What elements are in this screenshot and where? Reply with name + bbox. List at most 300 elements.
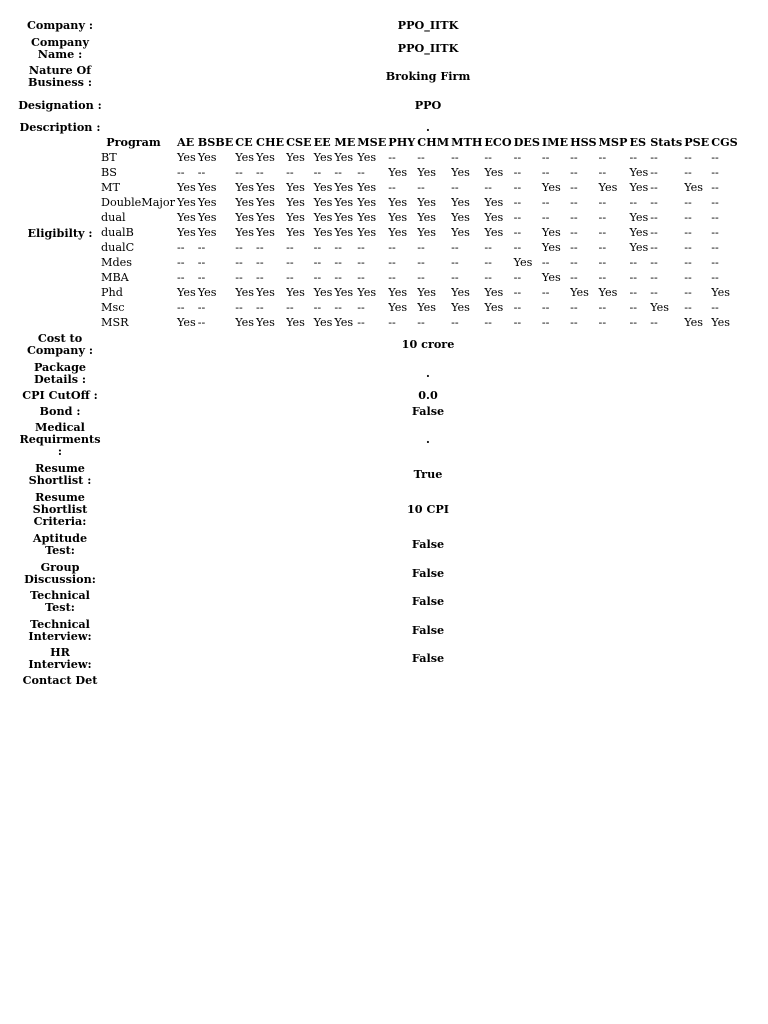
technical-interview-value: False [411, 622, 445, 637]
eligibility-cell-value: Yes [286, 211, 305, 224]
eligibility-cell-value: -- [357, 241, 365, 254]
eligibility-cell-value: Yes [197, 226, 217, 239]
designation-value: PPO [414, 97, 442, 112]
eligibility-cell-value: -- [598, 316, 607, 329]
eligibility-cell-value: Yes [176, 286, 196, 299]
eligibility-cell-value: -- [711, 301, 719, 314]
eligibility-cell-value: -- [451, 151, 459, 164]
branch-column-header: ECO [484, 135, 512, 149]
eligibility-cell-value: Yes [235, 211, 255, 224]
eligibility-cell-value: -- [513, 211, 522, 224]
eligibility-cell-value: -- [313, 241, 322, 254]
eligibility-cell-value: -- [541, 196, 550, 209]
eligibility-cell-value: -- [484, 181, 492, 194]
branch-column-header: Stats [650, 135, 683, 149]
eligibility-cell-value: Yes [176, 211, 196, 224]
eligibility-cell-value: Yes [570, 286, 589, 299]
eligibility-cell-value: -- [629, 301, 637, 314]
eligibility-cell-value: Yes [388, 226, 408, 239]
eligibility-cell-value: -- [650, 166, 658, 179]
eligibility-cell-value: Yes [256, 211, 275, 224]
branch-column-header: MSE [357, 135, 387, 149]
eligibility-cell-value: Yes [484, 211, 504, 224]
eligibility-table [100, 135, 739, 330]
hr-interview-value: False [411, 651, 445, 665]
eligibility-cell-value: Yes [451, 196, 470, 209]
eligibility-cell-value: Yes [313, 181, 333, 194]
cpi-cutoff-label: CPI CutOff : [22, 388, 98, 402]
description-value: . [426, 120, 430, 134]
eligibility-cell-value: Yes [256, 286, 275, 299]
eligibility-cell-value: -- [711, 241, 719, 254]
eligibility-cell-value: -- [357, 256, 365, 269]
eligibility-cell-value: Yes [598, 286, 618, 299]
eligibility-cell-value: -- [256, 241, 264, 254]
eligibility-cell-value: -- [417, 316, 425, 329]
eligibility-cell-value: -- [334, 256, 342, 269]
eligibility-cell-value: Yes [313, 196, 333, 209]
nature-of-business-value: Broking Firm [385, 69, 471, 83]
package-details-label: Package Details : [33, 359, 87, 386]
eligibility-cell-value: -- [484, 241, 492, 254]
eligibility-program-row [100, 285, 739, 300]
resume-criteria-label: Resume Shortlist Criteria: [32, 489, 88, 528]
eligibility-cell-value: -- [313, 166, 322, 179]
program-name: MT [101, 181, 120, 194]
eligibility-cell-value: -- [650, 256, 658, 269]
eligibility-cell-value: -- [650, 271, 658, 284]
company-name-row [18, 34, 754, 62]
eligibility-cell-value: Yes [357, 286, 377, 299]
eligibility-cell-value: Yes [313, 226, 333, 239]
eligibility-cell-value: -- [388, 151, 396, 164]
resume-shortlist-value: True [413, 466, 443, 481]
eligibility-cell-value: -- [388, 181, 396, 194]
eligibility-cell-value: Yes [286, 181, 305, 194]
eligibility-cell-value: Yes [334, 196, 354, 209]
eligibility-cell-value: -- [513, 151, 522, 164]
eligibility-cell-value: Yes [417, 166, 437, 179]
eligibility-cell-value: -- [684, 241, 692, 254]
eligibility-cell-value: -- [570, 256, 578, 269]
eligibility-cell-value: -- [513, 316, 522, 329]
eligibility-program-row [100, 165, 739, 180]
eligibility-cell-value: Yes [286, 316, 305, 329]
eligibility-program-row [100, 195, 739, 210]
description-label: Description : [19, 120, 101, 134]
eligibility-cell-value: Yes [357, 226, 377, 239]
eligibility-cell-value: -- [684, 286, 692, 299]
bond-label: Bond : [39, 404, 81, 418]
eligibility-cell-value: -- [570, 196, 578, 209]
eligibility-cell-value: -- [650, 211, 658, 224]
medical-label: Medical Requirments : [19, 420, 101, 458]
eligibility-cell-value: -- [570, 211, 578, 224]
eligibility-cell-value: Yes [513, 256, 533, 269]
aptitude-label: Aptitude Test: [32, 530, 88, 557]
resume-shortlist-label: Resume Shortlist : [28, 460, 92, 487]
eligibility-cell-value: -- [513, 166, 522, 179]
branch-column-header: MSP [598, 135, 628, 149]
eligibility-cell-value: Yes [388, 166, 408, 179]
eligibility-cell-value: -- [313, 301, 322, 314]
eligibility-cell-value: -- [629, 151, 637, 164]
program-name: dualB [101, 226, 134, 239]
eligibility-cell-value: Yes [235, 181, 255, 194]
eligibility-cell-value: Yes [334, 211, 354, 224]
branch-column-header: AE [176, 135, 195, 149]
program-name: Msc [101, 301, 125, 314]
eligibility-cell-value: -- [256, 256, 264, 269]
eligibility-cell-value: Yes [388, 196, 408, 209]
program-name: Phd [101, 286, 123, 299]
eligibility-cell-value: -- [629, 316, 637, 329]
eligibility-program-row [100, 150, 739, 165]
eligibility-cell-value: -- [235, 271, 243, 284]
resume-criteria-value: 10 CPI [406, 501, 449, 516]
eligibility-cell-value: Yes [286, 151, 305, 164]
eligibility-cell-value: -- [598, 151, 607, 164]
eligibility-cell-value: Yes [357, 181, 377, 194]
eligibility-cell-value: -- [570, 301, 578, 314]
eligibility-cell-value: -- [388, 271, 396, 284]
eligibility-program-row [100, 270, 739, 285]
eligibility-cell-value: -- [711, 181, 719, 194]
contact-label: Contact Det [22, 673, 98, 687]
medical-value: . [426, 432, 430, 446]
eligibility-cell-value: -- [629, 196, 637, 209]
eligibility-cell-value: Yes [197, 196, 217, 209]
eligibility-cell-value: Yes [235, 316, 255, 329]
technical-test-label: Technical Test: [30, 588, 90, 614]
branch-column-header: ES [629, 135, 647, 149]
eligibility-cell-value: Yes [417, 286, 437, 299]
cost-to-company-row [18, 330, 754, 358]
hr-interview-label: HR Interview: [28, 645, 92, 671]
eligibility-cell-value: Yes [417, 226, 437, 239]
eligibility-cell-value: -- [598, 211, 607, 224]
eligibility-cell-value: -- [513, 271, 522, 284]
eligibility-cell-value: -- [235, 256, 243, 269]
resume-criteria-row [18, 488, 754, 529]
eligibility-cell-value: Yes [235, 196, 255, 209]
technical-interview-row [18, 615, 754, 644]
program-column-header: Program [106, 135, 161, 149]
branch-column-header: CSE [286, 135, 312, 149]
hr-interview-row [18, 644, 754, 672]
branch-column-header: BSBE [197, 135, 234, 149]
eligibility-cell-value: -- [570, 181, 578, 194]
nature-of-business-row [18, 62, 754, 90]
eligibility-cell-value: -- [684, 151, 692, 164]
eligibility-program-row [100, 225, 739, 240]
eligibility-cell-value: -- [388, 256, 396, 269]
eligibility-cell-value: Yes [286, 196, 305, 209]
program-name: dual [101, 211, 126, 224]
branch-column-header: ME [334, 135, 356, 149]
eligibility-cell-value: -- [598, 196, 607, 209]
eligibility-cell-value: -- [197, 301, 206, 314]
eligibility-cell-value: -- [513, 181, 522, 194]
eligibility-cell-value: -- [235, 241, 243, 254]
eligibility-cell-value: -- [256, 166, 264, 179]
eligibility-cell-value: -- [541, 316, 550, 329]
eligibility-cell-value: Yes [650, 301, 669, 314]
company-name-value: PPO_IITK [397, 41, 459, 55]
eligibility-cell-value: -- [570, 316, 578, 329]
eligibility-label: Eligibilty : [27, 225, 93, 240]
designation-row [18, 90, 754, 119]
eligibility-cell-value: Yes [334, 286, 354, 299]
eligibility-cell-value: -- [197, 316, 206, 329]
eligibility-cell-value: Yes [451, 166, 470, 179]
eligibility-program-row [100, 315, 739, 330]
company-details [18, 16, 754, 688]
eligibility-cell-value: -- [451, 241, 459, 254]
eligibility-cell-value: -- [711, 166, 719, 179]
eligibility-cell-value: Yes [235, 151, 255, 164]
eligibility-cell-value: -- [513, 196, 522, 209]
eligibility-cell-value: -- [650, 196, 658, 209]
contact-value [102, 672, 754, 688]
eligibility-cell-value: -- [357, 271, 365, 284]
eligibility-cell-value: -- [541, 211, 550, 224]
eligibility-cell-value: -- [650, 241, 658, 254]
technical-test-row [18, 587, 754, 615]
eligibility-cell-value: -- [629, 256, 637, 269]
eligibility-cell-value: -- [650, 226, 658, 239]
eligibility-cell-value: -- [484, 256, 492, 269]
eligibility-cell-value: Yes [711, 316, 730, 329]
group-discussion-row [18, 558, 754, 587]
eligibility-cell-value: -- [629, 286, 637, 299]
eligibility-cell-value: -- [684, 226, 692, 239]
eligibility-program-row [100, 300, 739, 315]
eligibility-cell-value: -- [197, 256, 206, 269]
eligibility-cell-value: Yes [484, 196, 504, 209]
eligibility-cell-value: Yes [176, 226, 196, 239]
eligibility-cell-value: -- [286, 166, 294, 179]
eligibility-cell-value: -- [513, 241, 522, 254]
branch-column-header: CE [235, 135, 253, 149]
program-name: DoubleMajor [101, 196, 175, 209]
eligibility-cell-value: -- [451, 271, 459, 284]
company-name-label: Company Name : [31, 35, 89, 61]
eligibility-cell-value: -- [484, 316, 492, 329]
eligibility-cell-value: Yes [256, 196, 275, 209]
eligibility-program-row [100, 240, 739, 255]
eligibility-cell-value: -- [570, 166, 578, 179]
eligibility-cell-value: Yes [286, 286, 305, 299]
eligibility-cell-value: -- [197, 166, 206, 179]
eligibility-cell-value: Yes [334, 151, 354, 164]
eligibility-cell-value: -- [313, 271, 322, 284]
eligibility-cell-value: Yes [629, 166, 649, 179]
eligibility-cell-value: Yes [541, 181, 561, 194]
eligibility-cell-value: Yes [451, 211, 470, 224]
eligibility-cell-value: -- [598, 271, 607, 284]
eligibility-cell-value: Yes [711, 286, 730, 299]
eligibility-cell-value: Yes [684, 181, 703, 194]
eligibility-cell-value: Yes [197, 286, 217, 299]
resume-shortlist-row [18, 459, 754, 488]
eligibility-cell-value: -- [570, 151, 578, 164]
eligibility-cell-value: Yes [357, 151, 377, 164]
eligibility-cell-value: Yes [451, 226, 470, 239]
eligibility-cell-value: -- [417, 271, 425, 284]
eligibility-cell [102, 135, 754, 330]
eligibility-cell-value: Yes [235, 226, 255, 239]
eligibility-cell-value: Yes [484, 166, 504, 179]
eligibility-cell-value: -- [417, 181, 425, 194]
eligibility-cell-value: -- [650, 181, 658, 194]
eligibility-cell-value: Yes [256, 226, 275, 239]
medical-row [18, 419, 754, 459]
branch-column-header: MTH [451, 135, 483, 149]
eligibility-cell-value: -- [711, 196, 719, 209]
details-table [18, 16, 754, 688]
package-details-value: . [426, 365, 430, 380]
eligibility-row [18, 135, 754, 330]
eligibility-cell-value: -- [484, 151, 492, 164]
cpi-cutoff-value: 0.0 [418, 388, 438, 402]
branch-column-header: CGS [711, 135, 738, 149]
eligibility-cell-value: -- [256, 271, 264, 284]
eligibility-cell-value: -- [570, 226, 578, 239]
eligibility-cell-value: Yes [256, 181, 275, 194]
eligibility-cell-value: Yes [417, 196, 437, 209]
eligibility-program-row [100, 255, 739, 270]
eligibility-cell-value: Yes [235, 286, 255, 299]
group-discussion-label: Group Discussion: [24, 559, 96, 586]
branch-column-header: CHE [256, 135, 285, 149]
eligibility-cell-value: -- [598, 166, 607, 179]
eligibility-cell-value: -- [235, 301, 243, 314]
eligibility-cell-value: -- [286, 271, 294, 284]
eligibility-cell-value: -- [513, 301, 522, 314]
eligibility-cell-value: Yes [313, 211, 333, 224]
eligibility-cell-value: -- [286, 301, 294, 314]
eligibility-cell-value: -- [711, 256, 719, 269]
bond-value: False [411, 404, 445, 418]
eligibility-cell-value: -- [541, 151, 550, 164]
aptitude-value: False [411, 536, 445, 551]
branch-column-header: DES [513, 135, 540, 149]
eligibility-cell-value: -- [451, 316, 459, 329]
eligibility-cell-value: Yes [484, 286, 504, 299]
eligibility-cell-value: Yes [197, 151, 217, 164]
cost-to-company-value: 10 crore [401, 337, 455, 351]
eligibility-cell-value: -- [650, 316, 658, 329]
eligibility-program-row [100, 210, 739, 225]
eligibility-cell-value: -- [334, 271, 342, 284]
eligibility-cell-value: -- [684, 256, 692, 269]
program-name: MSR [101, 316, 129, 329]
program-name: Mdes [101, 256, 132, 269]
bond-row [18, 403, 754, 419]
designation-label: Designation : [18, 97, 102, 112]
eligibility-cell-value: -- [197, 271, 206, 284]
eligibility-cell-value: -- [334, 166, 342, 179]
aptitude-row [18, 529, 754, 558]
eligibility-cell-value: Yes [197, 211, 217, 224]
eligibility-cell-value: -- [197, 241, 206, 254]
eligibility-cell-value: -- [388, 241, 396, 254]
program-name: BT [101, 151, 117, 164]
eligibility-cell-value: -- [570, 271, 578, 284]
eligibility-cell-value: -- [176, 271, 185, 284]
branch-column-header: CHM [417, 135, 450, 149]
eligibility-cell-value: -- [417, 256, 425, 269]
eligibility-cell-value: -- [684, 301, 692, 314]
eligibility-cell-value: -- [286, 241, 294, 254]
technical-test-value: False [411, 594, 445, 608]
eligibility-cell-value: -- [417, 241, 425, 254]
eligibility-cell-value: -- [541, 256, 550, 269]
eligibility-cell-value: -- [334, 301, 342, 314]
eligibility-cell-value: -- [513, 286, 522, 299]
branch-column-header: PHY [388, 135, 416, 149]
eligibility-cell-value: Yes [541, 226, 561, 239]
eligibility-cell-value: Yes [629, 241, 649, 254]
eligibility-cell-value: -- [541, 286, 550, 299]
eligibility-cell-value: Yes [357, 196, 377, 209]
technical-interview-label: Technical Interview: [28, 616, 92, 643]
eligibility-cell-value: -- [484, 271, 492, 284]
eligibility-cell-value: -- [334, 241, 342, 254]
eligibility-cell-value: -- [176, 301, 185, 314]
eligibility-cell-value: -- [711, 226, 719, 239]
eligibility-cell-value: -- [684, 271, 692, 284]
package-details-row [18, 358, 754, 387]
eligibility-cell-value: -- [357, 316, 365, 329]
eligibility-cell-value: Yes [541, 271, 561, 284]
eligibility-cell-value: Yes [176, 181, 196, 194]
eligibility-cell-value: Yes [598, 181, 618, 194]
eligibility-cell-value: Yes [451, 286, 470, 299]
eligibility-cell-value: -- [650, 151, 658, 164]
eligibility-cell-value: Yes [334, 226, 354, 239]
program-name: dualC [101, 241, 135, 254]
group-discussion-value: False [411, 565, 445, 580]
eligibility-cell-value: -- [629, 271, 637, 284]
eligibility-cell-value: -- [235, 166, 243, 179]
branch-column-header: IME [541, 135, 569, 149]
eligibility-cell-value: -- [541, 301, 550, 314]
eligibility-cell-value: -- [598, 241, 607, 254]
eligibility-cell-value: -- [541, 166, 550, 179]
program-name: MBA [101, 271, 129, 284]
eligibility-cell-value: -- [684, 211, 692, 224]
eligibility-cell-value: Yes [313, 286, 333, 299]
eligibility-cell-value: Yes [684, 316, 703, 329]
eligibility-cell-value: -- [711, 271, 719, 284]
eligibility-cell-value: Yes [629, 226, 649, 239]
eligibility-cell-value: -- [417, 151, 425, 164]
eligibility-cell-value: Yes [484, 301, 504, 314]
eligibility-cell-value: -- [650, 286, 658, 299]
eligibility-cell-value: -- [684, 166, 692, 179]
eligibility-cell-value: Yes [417, 301, 437, 314]
eligibility-header-row [100, 135, 739, 150]
branch-column-header: HSS [570, 135, 597, 149]
eligibility-cell-value: Yes [256, 316, 275, 329]
eligibility-cell-value: Yes [357, 211, 377, 224]
eligibility-cell-value: -- [313, 256, 322, 269]
eligibility-cell-value: Yes [388, 286, 408, 299]
cpi-cutoff-row [18, 387, 754, 403]
eligibility-cell-value: Yes [286, 226, 305, 239]
